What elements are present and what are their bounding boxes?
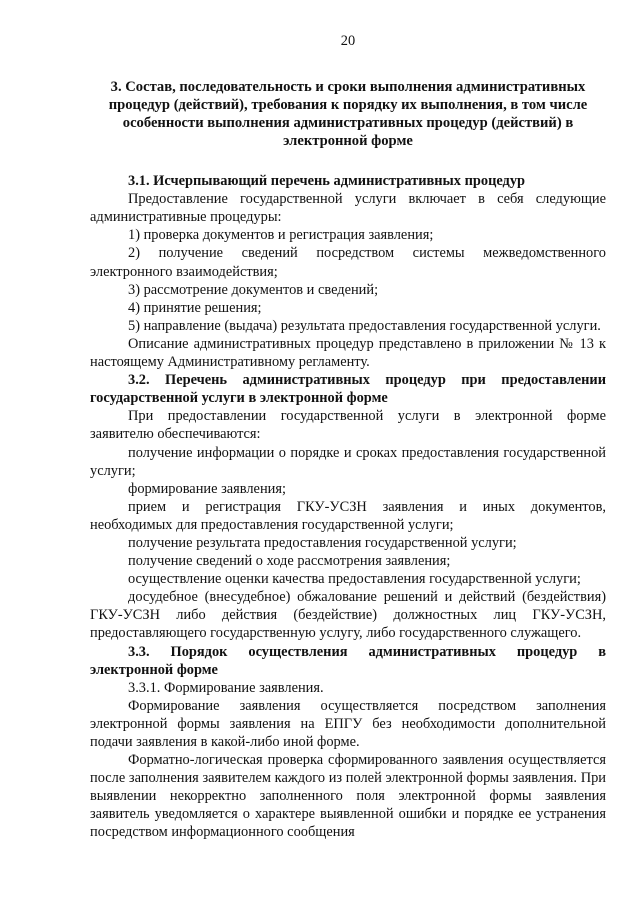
list-item: прием и регистрация ГКУ-УСЗН заявления и иных документов, необходимых для предоставления государственной услуги; (90, 498, 606, 533)
list-item: 1) проверка документов и регистрация заявления; (128, 227, 434, 244)
section-title-line: процедур (действий), требования к порядку их выполнения, в том числе (108, 97, 588, 114)
subsection-heading-3-1: 3.1. Исчерпывающий перечень административных процедур (128, 173, 526, 190)
paragraph: При предоставлении государственной услуги в электронной форме заявителю обеспечиваются: (90, 408, 606, 443)
list-item: 3) рассмотрение документов и сведений; (128, 281, 379, 298)
page-number: 20 (340, 33, 356, 49)
list-item: осуществление оценки качества предоставления государственной услуги; (128, 571, 581, 588)
paragraph: Предоставление государственной услуги включает в себя следующие административные процедуры: (90, 191, 606, 226)
paragraph: Описание административных процедур представлено в приложении № 13 к настоящему Административному регламенту. (90, 335, 606, 371)
list-item: 4) принятие решения; (128, 299, 262, 316)
subsection-heading-3-2: 3.2. Перечень административных процедур при предоставлении государственной услуги в электронной форме (90, 372, 606, 407)
sub-subsection-heading: 3.3.1. Формирование заявления. (128, 679, 324, 696)
section-title (90, 78, 606, 150)
paragraph: Формирование заявления осуществляется посредством заполнения электронной формы заявления на ЕПГУ без необходимости дополнительной подачи заявления в какой-либо иной форме. (90, 697, 606, 750)
list-item: получение сведений о ходе рассмотрения заявления; (128, 553, 451, 570)
list-item: получение информации о порядке и сроках предоставления государственной услуги; (90, 444, 606, 479)
list-item: досудебное (внесудебное) обжалование решений и действий (бездействия) ГКУ-УСЗН либо действия (бездействие) должностных лиц ГКУ-УСЗН, предоставляющего государственную услугу, либо государственного служащего. (90, 589, 606, 642)
list-item: 2) получение сведений посредством системы межведомственного электронного взаимодействия; (90, 245, 606, 280)
subsection-heading-3-3: 3.3. Порядок осуществления административных процедур в электронной форме (90, 643, 606, 678)
list-item: получение результата предоставления государственной услуги; (128, 534, 517, 551)
section-title-line: 3. Состав, последовательность и сроки выполнения административных (110, 79, 586, 96)
list-item: 5) направление (выдача) результата предоставления государственной услуги. (128, 317, 601, 334)
paragraph: Форматно-логическая проверка сформированного заявления осуществляется после заполнения заявителем каждого из полей электронной формы заявления. При выявлении некорректно заполненного поля электронной формы заявления заявитель уведомляется о характере выявленной ошибки и порядке ее устранения посредством информационного сообщения (90, 752, 606, 841)
section-title-line: особенности выполнения административных процедур (действий) в (122, 115, 574, 132)
list-item: формирование заявления; (128, 480, 286, 497)
section-title-line: электронной форме (283, 133, 413, 150)
